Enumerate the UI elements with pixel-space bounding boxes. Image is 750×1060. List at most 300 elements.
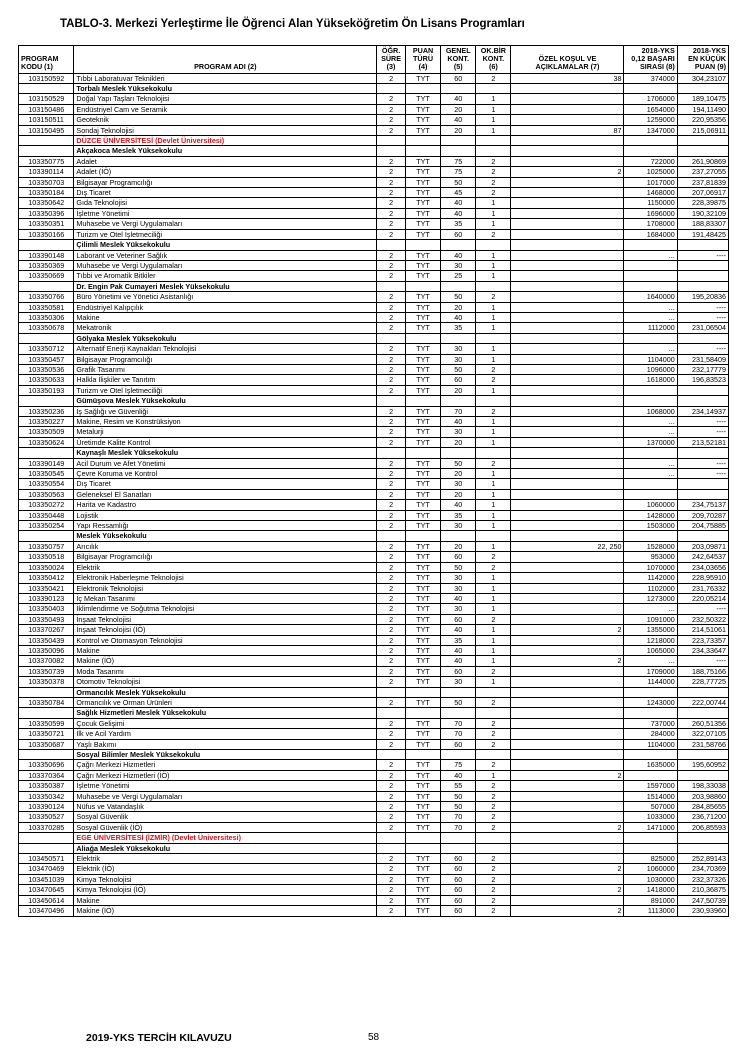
empty-cell bbox=[405, 843, 440, 853]
program-code: 103390148 bbox=[19, 250, 74, 260]
school-first-quota: 2 bbox=[476, 718, 511, 728]
school-first-quota: 1 bbox=[476, 677, 511, 687]
score-type: TYT bbox=[405, 739, 440, 749]
column-header bbox=[476, 46, 511, 74]
empty-cell bbox=[19, 84, 74, 94]
program-code: 103350272 bbox=[19, 500, 74, 510]
min-score-2018: 189,10475 bbox=[677, 94, 728, 104]
score-type: TYT bbox=[405, 854, 440, 864]
rank-2018: 1370000 bbox=[624, 437, 677, 447]
program-code: 103350227 bbox=[19, 417, 74, 427]
table-header bbox=[19, 46, 729, 74]
table-row bbox=[19, 729, 729, 739]
empty-cell bbox=[624, 333, 677, 343]
conditions bbox=[511, 156, 624, 166]
school-first-quota: 2 bbox=[476, 760, 511, 770]
empty-cell bbox=[677, 333, 728, 343]
conditions: 2 bbox=[511, 906, 624, 916]
score-type: TYT bbox=[405, 635, 440, 645]
conditions bbox=[511, 739, 624, 749]
school-first-quota: 1 bbox=[476, 770, 511, 780]
faculty-name: Sağlık Hizmetleri Meslek Yüksekokulu bbox=[74, 708, 377, 718]
program-code: 103350448 bbox=[19, 510, 74, 520]
school-first-quota: 2 bbox=[476, 614, 511, 624]
general-quota: 35 bbox=[441, 323, 476, 333]
rank-2018: 284000 bbox=[624, 729, 677, 739]
conditions bbox=[511, 604, 624, 614]
rank-2018: 1112000 bbox=[624, 323, 677, 333]
program-code: 103350342 bbox=[19, 791, 74, 801]
column-header-text: AÇIKLAMALAR (7) bbox=[535, 62, 600, 72]
score-type: TYT bbox=[405, 104, 440, 114]
empty-cell bbox=[441, 843, 476, 853]
general-quota: 35 bbox=[441, 510, 476, 520]
rank-2018: ... bbox=[624, 458, 677, 468]
conditions bbox=[511, 510, 624, 520]
empty-cell bbox=[624, 531, 677, 541]
empty-cell bbox=[405, 396, 440, 406]
school-first-quota: 2 bbox=[476, 666, 511, 676]
table-row bbox=[19, 115, 729, 125]
program-name: Sosyal Güvenlik bbox=[74, 812, 377, 822]
program-name: Çevre Koruma ve Kontrol bbox=[74, 469, 377, 479]
min-score-2018: 190,32109 bbox=[677, 208, 728, 218]
program-name: Yapı Ressamlığı bbox=[74, 521, 377, 531]
table-row bbox=[19, 874, 729, 884]
program-code: 103350687 bbox=[19, 739, 74, 749]
program-code: 103350193 bbox=[19, 385, 74, 395]
empty-cell bbox=[476, 750, 511, 760]
program-code: 103350527 bbox=[19, 812, 74, 822]
score-type: TYT bbox=[405, 312, 440, 322]
duration: 2 bbox=[377, 666, 406, 676]
min-score-2018 bbox=[677, 489, 728, 499]
program-name: Laborant ve Veteriner Sağlık bbox=[74, 250, 377, 260]
conditions bbox=[511, 500, 624, 510]
conditions bbox=[511, 271, 624, 281]
general-quota: 40 bbox=[441, 312, 476, 322]
empty-cell bbox=[441, 333, 476, 343]
general-quota: 20 bbox=[441, 469, 476, 479]
table-row bbox=[19, 344, 729, 354]
empty-cell bbox=[677, 843, 728, 853]
conditions bbox=[511, 562, 624, 572]
page-number: 58 bbox=[368, 1032, 380, 1043]
min-score-2018: 204,75885 bbox=[677, 521, 728, 531]
duration: 2 bbox=[377, 906, 406, 916]
score-type: TYT bbox=[405, 697, 440, 707]
empty-cell bbox=[19, 750, 74, 760]
program-code: 103350457 bbox=[19, 354, 74, 364]
column-header-text: OK.BİR bbox=[480, 46, 506, 55]
conditions bbox=[511, 635, 624, 645]
min-score-2018: ---- bbox=[677, 469, 728, 479]
table-row bbox=[19, 593, 729, 603]
rank-2018: ... bbox=[624, 417, 677, 427]
score-type: TYT bbox=[405, 562, 440, 572]
program-name: Çağrı Merkezi Hizmetleri bbox=[74, 760, 377, 770]
program-code: 103390124 bbox=[19, 802, 74, 812]
score-type: TYT bbox=[405, 791, 440, 801]
rank-2018: 1273000 bbox=[624, 593, 677, 603]
rank-2018: 1091000 bbox=[624, 614, 677, 624]
min-score-2018: 234,33647 bbox=[677, 645, 728, 655]
rank-2018: 1706000 bbox=[624, 94, 677, 104]
duration: 2 bbox=[377, 354, 406, 364]
school-first-quota: 1 bbox=[476, 354, 511, 364]
program-name: Gıda Teknolojisi bbox=[74, 198, 377, 208]
conditions bbox=[511, 802, 624, 812]
table-row bbox=[19, 802, 729, 812]
conditions bbox=[511, 250, 624, 260]
table-row bbox=[19, 583, 729, 593]
general-quota: 60 bbox=[441, 739, 476, 749]
conditions bbox=[511, 115, 624, 125]
conditions bbox=[511, 677, 624, 687]
duration: 2 bbox=[377, 500, 406, 510]
program-name: Halkla İlişkiler ve Tanıtım bbox=[74, 375, 377, 385]
empty-cell bbox=[511, 396, 624, 406]
table-row bbox=[19, 73, 729, 83]
score-type: TYT bbox=[405, 375, 440, 385]
empty-cell bbox=[476, 843, 511, 853]
duration: 2 bbox=[377, 718, 406, 728]
program-name: Turizm ve Otel İşletmeciliği bbox=[74, 229, 377, 239]
program-code: 103470469 bbox=[19, 864, 74, 874]
min-score-2018: 210,36875 bbox=[677, 885, 728, 895]
rank-2018: 737000 bbox=[624, 718, 677, 728]
school-first-quota: 2 bbox=[476, 895, 511, 905]
duration: 2 bbox=[377, 583, 406, 593]
rank-2018: 1471000 bbox=[624, 822, 677, 832]
general-quota: 20 bbox=[441, 385, 476, 395]
table-row bbox=[19, 854, 729, 864]
empty-cell bbox=[405, 84, 440, 94]
rank-2018: 1640000 bbox=[624, 292, 677, 302]
conditions bbox=[511, 479, 624, 489]
program-name: Geoteknik bbox=[74, 115, 377, 125]
table-row bbox=[19, 375, 729, 385]
min-score-2018: 252,89143 bbox=[677, 854, 728, 864]
program-code: 103350306 bbox=[19, 312, 74, 322]
program-name: Grafik Tasarımı bbox=[74, 364, 377, 374]
program-code: 103150511 bbox=[19, 115, 74, 125]
table-row bbox=[19, 323, 729, 333]
empty-cell bbox=[511, 136, 624, 146]
school-first-quota: 2 bbox=[476, 874, 511, 884]
conditions bbox=[511, 292, 624, 302]
duration: 2 bbox=[377, 437, 406, 447]
general-quota: 60 bbox=[441, 895, 476, 905]
school-first-quota: 2 bbox=[476, 229, 511, 239]
faculty-name: Kaynaşlı Meslek Yüksekokulu bbox=[74, 448, 377, 458]
duration: 2 bbox=[377, 302, 406, 312]
min-score-2018: ---- bbox=[677, 312, 728, 322]
min-score-2018: 234,70369 bbox=[677, 864, 728, 874]
general-quota: 55 bbox=[441, 781, 476, 791]
program-name: Endüstriyel Cam ve Seramik bbox=[74, 104, 377, 114]
faculty-row bbox=[19, 146, 729, 156]
table-row bbox=[19, 406, 729, 416]
score-type: TYT bbox=[405, 427, 440, 437]
conditions: 2 bbox=[511, 864, 624, 874]
min-score-2018: 188,83307 bbox=[677, 219, 728, 229]
score-type: TYT bbox=[405, 802, 440, 812]
rank-2018: 953000 bbox=[624, 552, 677, 562]
general-quota: 20 bbox=[441, 125, 476, 135]
rank-2018: 1355000 bbox=[624, 625, 677, 635]
score-type: TYT bbox=[405, 604, 440, 614]
empty-cell bbox=[677, 448, 728, 458]
duration: 2 bbox=[377, 645, 406, 655]
general-quota: 35 bbox=[441, 219, 476, 229]
min-score-2018: ---- bbox=[677, 427, 728, 437]
empty-cell bbox=[624, 281, 677, 291]
rank-2018: 374000 bbox=[624, 73, 677, 83]
program-code: 103350784 bbox=[19, 697, 74, 707]
column-header-text: ÖĞR. bbox=[381, 46, 401, 55]
program-name: Makine bbox=[74, 312, 377, 322]
empty-cell bbox=[377, 843, 406, 853]
duration: 2 bbox=[377, 593, 406, 603]
program-name: Elektrik bbox=[74, 562, 377, 572]
program-code: 103350387 bbox=[19, 781, 74, 791]
program-code: 103350096 bbox=[19, 645, 74, 655]
rank-2018: 1597000 bbox=[624, 781, 677, 791]
conditions bbox=[511, 208, 624, 218]
duration: 2 bbox=[377, 115, 406, 125]
program-name: Muhasebe ve Vergi Uygulamaları bbox=[74, 260, 377, 270]
rank-2018: 891000 bbox=[624, 895, 677, 905]
score-type: TYT bbox=[405, 198, 440, 208]
column-header bbox=[19, 46, 74, 74]
program-code: 103470645 bbox=[19, 885, 74, 895]
column-header bbox=[624, 46, 677, 74]
rank-2018: 1068000 bbox=[624, 406, 677, 416]
school-first-quota: 1 bbox=[476, 198, 511, 208]
empty-cell bbox=[624, 750, 677, 760]
program-name: Kontrol ve Otomasyon Teknolojisi bbox=[74, 635, 377, 645]
school-first-quota: 1 bbox=[476, 427, 511, 437]
general-quota: 30 bbox=[441, 583, 476, 593]
faculty-row bbox=[19, 750, 729, 760]
table-row bbox=[19, 656, 729, 666]
empty-cell bbox=[405, 333, 440, 343]
program-code: 103350351 bbox=[19, 219, 74, 229]
school-first-quota: 1 bbox=[476, 302, 511, 312]
school-first-quota: 1 bbox=[476, 521, 511, 531]
empty-cell bbox=[441, 240, 476, 250]
faculty-row bbox=[19, 531, 729, 541]
empty-cell bbox=[677, 146, 728, 156]
conditions: 38 bbox=[511, 73, 624, 83]
rank-2018: ... bbox=[624, 656, 677, 666]
column-header-text: (6) bbox=[488, 62, 498, 72]
program-name: Makine bbox=[74, 645, 377, 655]
column-header-text: (4) bbox=[418, 62, 428, 72]
duration: 2 bbox=[377, 885, 406, 895]
program-name: Elektrik (İÖ) bbox=[74, 864, 377, 874]
column-header-text: GENEL bbox=[445, 46, 471, 55]
conditions bbox=[511, 323, 624, 333]
table-row bbox=[19, 479, 729, 489]
general-quota: 20 bbox=[441, 541, 476, 551]
general-quota: 40 bbox=[441, 417, 476, 427]
min-score-2018: 195,60952 bbox=[677, 760, 728, 770]
min-score-2018: 234,14937 bbox=[677, 406, 728, 416]
score-type: TYT bbox=[405, 406, 440, 416]
duration: 2 bbox=[377, 822, 406, 832]
program-name: Sosyal Güvenlik (İÖ) bbox=[74, 822, 377, 832]
rank-2018: 507000 bbox=[624, 802, 677, 812]
school-first-quota: 2 bbox=[476, 822, 511, 832]
empty-cell bbox=[377, 281, 406, 291]
conditions bbox=[511, 354, 624, 364]
rank-2018: 1528000 bbox=[624, 541, 677, 551]
school-first-quota: 1 bbox=[476, 656, 511, 666]
table-row bbox=[19, 354, 729, 364]
score-type: TYT bbox=[405, 73, 440, 83]
general-quota: 40 bbox=[441, 770, 476, 780]
empty-cell bbox=[476, 708, 511, 718]
general-quota: 60 bbox=[441, 854, 476, 864]
general-quota: 50 bbox=[441, 802, 476, 812]
empty-cell bbox=[19, 833, 74, 843]
general-quota: 50 bbox=[441, 177, 476, 187]
school-first-quota: 2 bbox=[476, 552, 511, 562]
program-code: 103350563 bbox=[19, 489, 74, 499]
program-code: 103470496 bbox=[19, 906, 74, 916]
rank-2018: 1113000 bbox=[624, 906, 677, 916]
score-type: TYT bbox=[405, 573, 440, 583]
program-code: 103350712 bbox=[19, 344, 74, 354]
program-code: 103350396 bbox=[19, 208, 74, 218]
program-code: 103370285 bbox=[19, 822, 74, 832]
empty-cell bbox=[377, 750, 406, 760]
conditions bbox=[511, 344, 624, 354]
program-code: 103350678 bbox=[19, 323, 74, 333]
rank-2018: 1017000 bbox=[624, 177, 677, 187]
score-type: TYT bbox=[405, 541, 440, 551]
table-row bbox=[19, 645, 729, 655]
general-quota: 40 bbox=[441, 500, 476, 510]
table-row bbox=[19, 906, 729, 916]
score-type: TYT bbox=[405, 822, 440, 832]
conditions bbox=[511, 729, 624, 739]
program-code: 103350439 bbox=[19, 635, 74, 645]
conditions bbox=[511, 521, 624, 531]
table-row bbox=[19, 864, 729, 874]
empty-cell bbox=[19, 708, 74, 718]
duration: 2 bbox=[377, 427, 406, 437]
table-row bbox=[19, 458, 729, 468]
program-name: Adalet bbox=[74, 156, 377, 166]
program-name: Makine (İÖ) bbox=[74, 906, 377, 916]
score-type: TYT bbox=[405, 417, 440, 427]
table-row bbox=[19, 250, 729, 260]
table-row bbox=[19, 302, 729, 312]
rank-2018: ... bbox=[624, 604, 677, 614]
score-type: TYT bbox=[405, 479, 440, 489]
conditions bbox=[511, 94, 624, 104]
empty-cell bbox=[511, 333, 624, 343]
duration: 2 bbox=[377, 375, 406, 385]
conditions: 22, 250 bbox=[511, 541, 624, 551]
program-code: 103350024 bbox=[19, 562, 74, 572]
empty-cell bbox=[476, 136, 511, 146]
empty-cell bbox=[476, 333, 511, 343]
rank-2018: 1102000 bbox=[624, 583, 677, 593]
general-quota: 30 bbox=[441, 677, 476, 687]
duration: 2 bbox=[377, 250, 406, 260]
duration: 2 bbox=[377, 521, 406, 531]
min-score-2018: 228,39875 bbox=[677, 198, 728, 208]
table-row bbox=[19, 500, 729, 510]
min-score-2018: ---- bbox=[677, 417, 728, 427]
conditions bbox=[511, 697, 624, 707]
empty-cell bbox=[377, 448, 406, 458]
rank-2018: 1259000 bbox=[624, 115, 677, 125]
conditions bbox=[511, 229, 624, 239]
empty-cell bbox=[377, 240, 406, 250]
general-quota: 60 bbox=[441, 614, 476, 624]
program-code: 103350624 bbox=[19, 437, 74, 447]
school-first-quota: 1 bbox=[476, 510, 511, 520]
program-name: Üretimde Kalite Kontrol bbox=[74, 437, 377, 447]
empty-cell bbox=[511, 448, 624, 458]
column-header-text: SIRASI (8) bbox=[640, 62, 675, 72]
school-first-quota: 1 bbox=[476, 593, 511, 603]
program-code: 103350493 bbox=[19, 614, 74, 624]
general-quota: 60 bbox=[441, 885, 476, 895]
min-score-2018: 242,64537 bbox=[677, 552, 728, 562]
min-score-2018: 304,23107 bbox=[677, 73, 728, 83]
faculty-name: Çilimli Meslek Yüksekokulu bbox=[74, 240, 377, 250]
table-row bbox=[19, 198, 729, 208]
duration: 2 bbox=[377, 94, 406, 104]
min-score-2018: 191,48425 bbox=[677, 229, 728, 239]
min-score-2018: 230,93960 bbox=[677, 906, 728, 916]
program-code: 103350378 bbox=[19, 677, 74, 687]
program-code: 103150592 bbox=[19, 73, 74, 83]
empty-cell bbox=[377, 687, 406, 697]
school-first-quota: 2 bbox=[476, 292, 511, 302]
column-header-text: 0,12 BAŞARI bbox=[631, 54, 675, 64]
empty-cell bbox=[377, 396, 406, 406]
empty-cell bbox=[511, 531, 624, 541]
column-header-text: (5) bbox=[453, 62, 463, 72]
table-row bbox=[19, 781, 729, 791]
empty-cell bbox=[677, 240, 728, 250]
duration: 2 bbox=[377, 323, 406, 333]
empty-cell bbox=[441, 531, 476, 541]
rank-2018 bbox=[624, 770, 677, 780]
school-first-quota: 1 bbox=[476, 344, 511, 354]
program-name: İş Sağlığı ve Güvenliği bbox=[74, 406, 377, 416]
column-header-text: PUAN (9) bbox=[694, 62, 726, 72]
program-code: 103350696 bbox=[19, 760, 74, 770]
table-row bbox=[19, 364, 729, 374]
empty-cell bbox=[441, 146, 476, 156]
program-code: 103350775 bbox=[19, 156, 74, 166]
min-score-2018: 195,20836 bbox=[677, 292, 728, 302]
duration: 2 bbox=[377, 458, 406, 468]
university-row bbox=[19, 136, 729, 146]
general-quota: 50 bbox=[441, 292, 476, 302]
duration: 2 bbox=[377, 292, 406, 302]
duration: 2 bbox=[377, 177, 406, 187]
score-type: TYT bbox=[405, 645, 440, 655]
